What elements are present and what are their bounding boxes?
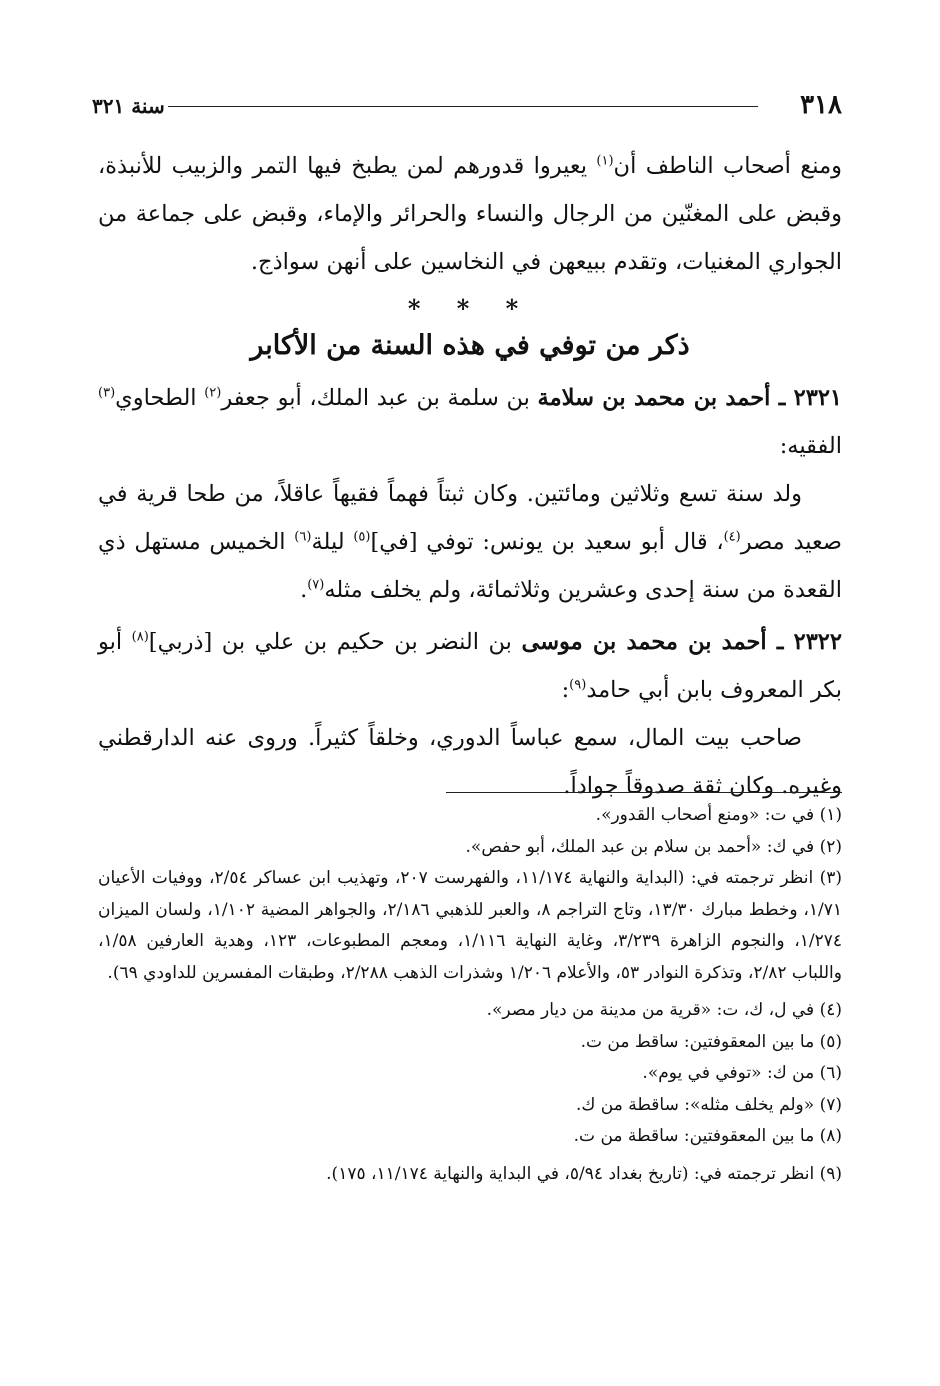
footnote-ref-1: (١) xyxy=(596,153,614,169)
section-title: ذكر من توفي في هذه السنة من الأكابر xyxy=(250,330,690,361)
footnote-8: (٨) ما بين المعقوفتين: ساقطة من ت. xyxy=(573,1126,842,1146)
footnote-ref-6: (٦) xyxy=(294,529,312,545)
footnote-2: (٢) في ك: «أحمد بن سلام بن عبد الملك، أبو حفص». xyxy=(465,836,842,857)
footnote-separator xyxy=(446,792,842,793)
footnote-7: (٧) «ولم يخلف مثله»: ساقطة من ك. xyxy=(575,1094,842,1115)
main-text xyxy=(98,142,842,810)
footnote-5: (٥) ما بين المعقوفتين: ساقط من ت. xyxy=(580,1031,842,1052)
section-divider-stars: * * * xyxy=(407,294,533,323)
footnote-ref-3: (٣) xyxy=(98,385,116,401)
footnotes xyxy=(98,800,842,1190)
intro-text-1: ومنع أصحاب الناطف أن xyxy=(613,153,842,179)
page-header xyxy=(92,90,842,126)
page-number: ٣١٨ xyxy=(800,90,842,120)
footnote-9: (٩) انظر ترجمته في: (تاريخ بغداد ٥/٩٤، في البداية والنهاية ١١/١٧٤، ١٧٥). xyxy=(326,1163,842,1184)
entry-heading-text: بن سلمة بن عبد الملك، أبو جعفر xyxy=(221,385,538,411)
footnote-6: (٦) من ك: «توفي في يوم». xyxy=(642,1063,842,1083)
entry-body-text: . xyxy=(300,577,308,603)
entry-heading-text: أبو بكر المعروف بابن أبي حامد xyxy=(98,629,842,703)
footnote-1: (١) في ت: «ومنع أصحاب القدور». xyxy=(595,805,842,825)
entry-name: أحمد بن محمد بن سلامة xyxy=(537,385,771,411)
footnote-4: (٤) في ل، ك، ت: «قرية من مدينة من ديار مصر». xyxy=(486,1000,842,1020)
entry-body-text: ليلة xyxy=(311,529,354,555)
footnote-ref-5: (٥) xyxy=(353,529,371,545)
entry-name: أحمد بن محمد بن موسى xyxy=(521,629,767,655)
footnote-ref-4: (٤) xyxy=(723,529,741,545)
entry-2322-heading xyxy=(98,618,842,714)
intro-paragraph xyxy=(98,142,842,286)
running-head-year: سنة ٣٢١ xyxy=(92,94,165,118)
entry-heading-text: الطحاوي xyxy=(115,385,205,411)
entry-number: ٢٣٢١ ـ xyxy=(770,385,842,411)
entry-body-text: ولد سنة تسع وثلاثين ومائتين. وكان ثبتاً فهماً فقيهاً عاقلاً، من طحا قرية في صعيد مصر xyxy=(98,481,843,555)
entry-body-text: ، قال أبو سعيد بن يونس: توفي [في] xyxy=(370,529,724,555)
footnote-ref-9: (٩) xyxy=(569,677,587,693)
entry-body-text: الخميس مستهل ذي القعدة من سنة إحدى وعشرين وثلاثمائة، ولم يخلف مثله xyxy=(98,529,842,603)
intro-text-2: يعيروا قدورهم لمن يطبخ فيها التمر والزبيب للأنبذة، وقبض على المغنّين من الرجال والنساء والحرائر والإماء، وقبض على جماعة من الجواري المغنيات، وتقدم ببيعهن في النخاسين على أنهن سواذج. xyxy=(98,153,842,275)
entry-2321-heading xyxy=(98,374,842,470)
footnote-ref-7: (٧) xyxy=(307,577,325,593)
entry-2322-body: صاحب بيت المال، سمع عباساً الدوري، وخلقاً كثيراً. وروى عنه الدارقطني وغيره. وكان ثقة صدوقاً جواداً. xyxy=(98,725,842,799)
entry-number: ٢٣٢٢ ـ xyxy=(766,629,842,655)
entry-heading-text: الفقيه: xyxy=(779,433,842,459)
footnote-3: (٣) انظر ترجمته في: (البداية والنهاية ١١/١٧٤، والفهرست ٢٠٧، وتهذيب ابن عساكر ٢/٥٤، ووفيات الأعيان ١/٧١، وخطط مبارك ١٣/٣٠، وتاج التراجم ٨، والعبر للذهبي ٢/١٨٦، والجواهر المضية ١/١٠٢، ولسان الميزان ١/٢٧٤، والنجوم الزاهرة ٣/٢٣٩، وغاية النهاية ١/١١٦، ومعجم المطبوعات، ١٢٣، وهدية العارفين ١/٥٨، واللباب ٢/٨٢، وتذكرة النوادر ٥٣، والأعلام ١/٢٠٦ وشذرات الذهب ٢/٢٨٨، وطبقات المفسرين للداودي ٦٩). xyxy=(98,868,843,983)
footnote-ref-8: (٨) xyxy=(131,629,149,645)
entry-2321-body xyxy=(98,470,842,614)
footnote-ref-2: (٢) xyxy=(204,385,222,401)
entry-heading-text: : xyxy=(561,677,570,703)
entry-heading-text: بن النضر بن حكيم بن علي بن [ذربي] xyxy=(148,629,522,655)
header-rule xyxy=(168,106,758,107)
